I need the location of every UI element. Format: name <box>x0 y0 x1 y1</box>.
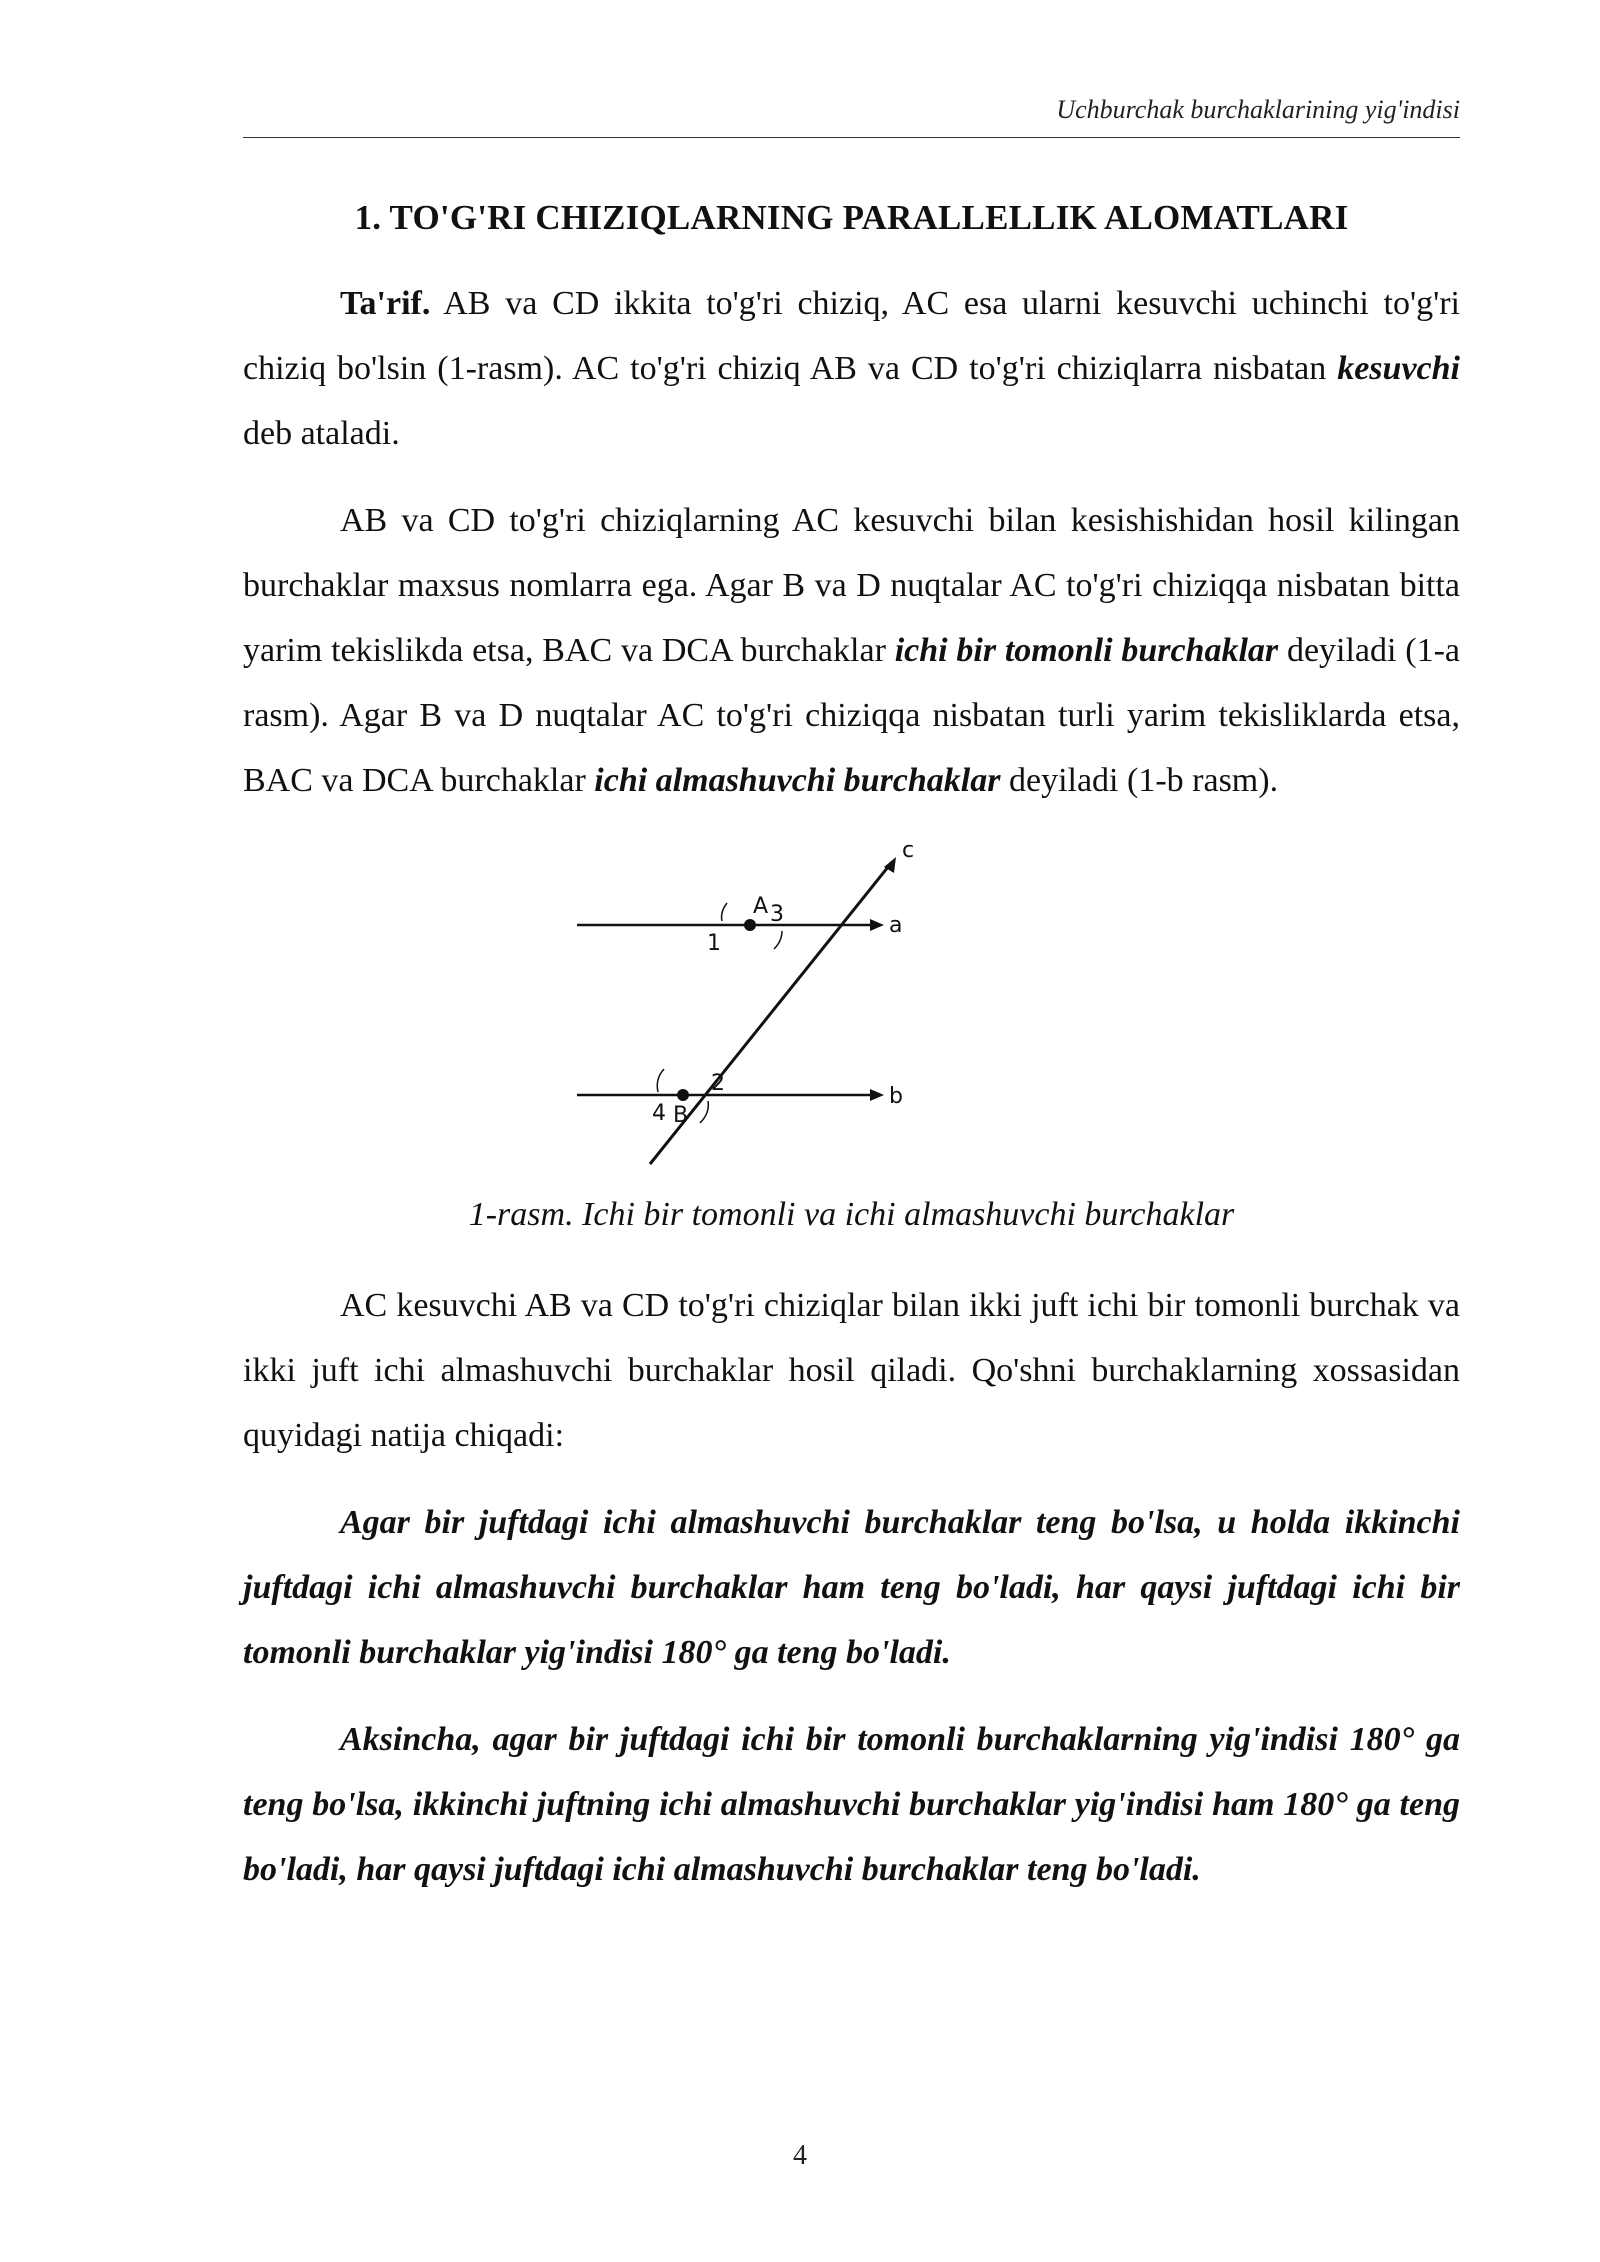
pairs-paragraph: AC kesuvchi AB va CD to'g'ri chiziqlar bilan ikki juft ichi bir tomonli burchak va ikki juft ichi almashuvchi burchaklar hosil qiladi. Qo'shni burchaklarning xossasidan quyidagi natija chiqadi: <box>243 1287 1460 1454</box>
angle-3-arc <box>774 931 782 949</box>
label-point-a: A <box>752 894 768 919</box>
angle-1-arc <box>721 903 726 921</box>
arrow-b-icon <box>870 1089 884 1101</box>
figure-caption: 1-rasm. Ichi bir tomonli va ichi almashuvchi burchaklar <box>468 1196 1235 1233</box>
label-angle-2: 2 <box>710 1071 725 1096</box>
angles-paragraph <box>243 488 1460 813</box>
statement-1: Agar bir juftdagi ichi almashuvchi burchaklar teng bo'lsa, u holda ikkinchi juftdagi ichi almashuvchi burchaklar ham teng bo'ladi, har qaysi juftdagi ichi bir tomonli burchaklar yig'indisi 180° ga teng bo'ladi. <box>243 1504 1460 1671</box>
label-a: a <box>888 913 902 938</box>
angles-text-1: AB va CD to'g'ri chiziqlarning AC kesuvchi bilan kesishishidan hosil kilingan burchaklar maxsus nomlarra ega. Agar B va D nuqtalar AC to'g'ri chiziqqa nisbatan bitta yarim tekislikda etsa, BAC va DCA burchaklar <box>243 502 1460 669</box>
point-b <box>677 1089 689 1101</box>
angles-text-2: deyiladi (1-a rasm). Agar B va D nuqtalar AC to'g'ri chiziqqa nisbatan turli yarim tekisliklarda etsa, BAC va DCA burchaklar <box>243 632 1460 799</box>
angles-term-2: ichi almashuvchi burchaklar <box>594 762 1001 799</box>
label-c: c <box>901 838 914 863</box>
definition-lead: Ta'rif. <box>340 285 431 322</box>
arrow-a-icon <box>870 919 884 931</box>
label-angle-1: 1 <box>706 931 721 956</box>
label-angle-3: 3 <box>769 902 784 927</box>
header-rule <box>243 137 1460 138</box>
angle-4-arc <box>657 1069 664 1092</box>
page-content <box>243 185 1460 1924</box>
definition-term: kesuvchi <box>1337 350 1460 387</box>
label-angle-4: 4 <box>651 1101 666 1126</box>
definition-text-2: deb ataladi. <box>243 415 400 452</box>
definition-paragraph <box>243 271 1460 466</box>
section-title: 1. TO'G'RI CHIZIQLARNING PARALLELLIK ALOMATLARI <box>354 198 1349 237</box>
definition-text-1: AB va CD ikkita to'g'ri chiziq, AC esa ularni kesuvchi uchinchi to'g'ri chiziq bo'lsin (1-rasm). AC to'g'ri chiziq AB va CD to'g'ri chiziqlarra nisbatan <box>243 285 1460 387</box>
label-point-b: B <box>672 1103 688 1128</box>
label-b: b <box>888 1084 903 1109</box>
angle-2-arc <box>700 1101 708 1123</box>
point-a <box>744 919 756 931</box>
figure-parallel-lines <box>572 835 1132 1180</box>
statement-2: Aksincha, agar bir juftdagi ichi bir tomonli burchaklarning yig'indisi 180° ga teng bo'lsa, ikkinchi juftning ichi almashuvchi burchaklar yig'indisi ham 180° ga teng bo'ladi, har qaysi juftdagi ichi almashuvchi burchaklar teng bo'ladi. <box>243 1721 1460 1888</box>
angles-term-1: ichi bir tomonli burchaklar <box>894 632 1279 669</box>
angles-text-3: deyiladi (1-b rasm). <box>1000 762 1279 799</box>
running-header: Uchburchak burchaklarining yig'indisi <box>1056 95 1460 124</box>
page-number: 4 <box>793 2140 807 2171</box>
